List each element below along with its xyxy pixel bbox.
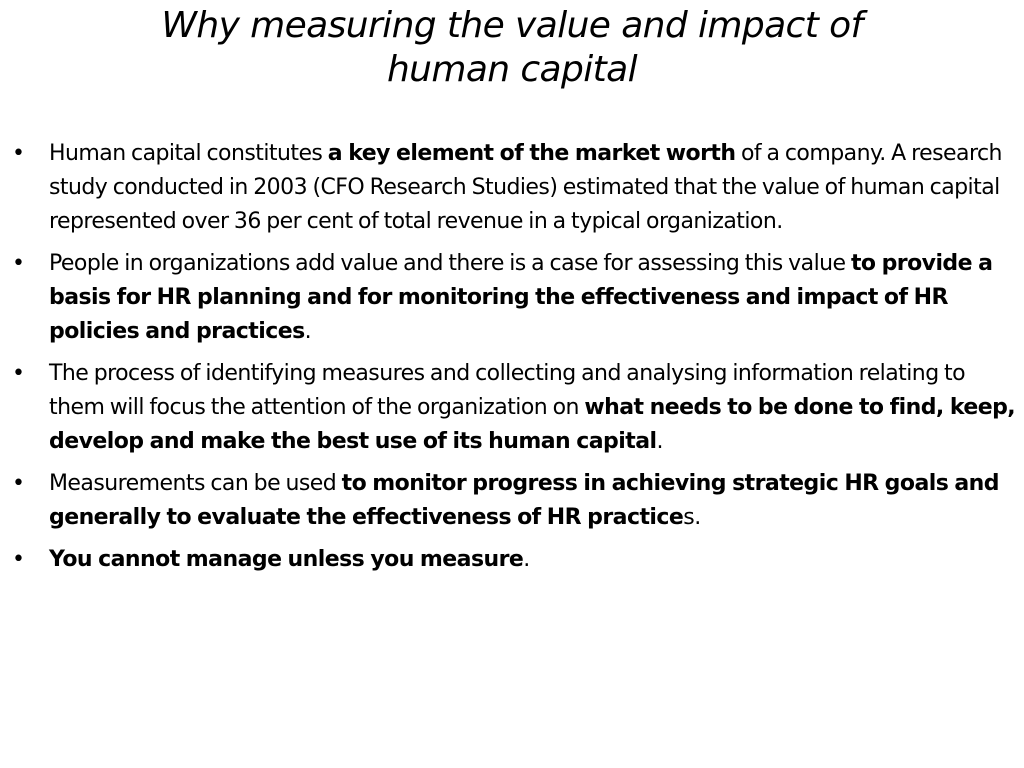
bullet-text: Human capital constitutes — [49, 141, 328, 166]
bullet-text: . — [304, 319, 312, 344]
slide-title-line-2: human capital — [386, 49, 638, 90]
bullet-text: s. — [683, 505, 701, 530]
bullet-item-1 — [8, 137, 1020, 239]
bullet-text: of a company. A research study conducted in 2003 (CFO Research Studies) estimated that the value of human capital represented over 36 per cent of total revenue in a typical organization. — [49, 141, 1002, 234]
bullet-item-5 — [8, 543, 1020, 577]
bullet-dot-icon: • — [12, 251, 25, 276]
bullet-dot-icon: • — [12, 361, 25, 386]
bullet-dot-icon: • — [12, 471, 25, 496]
bullet-text: People in organizations add value and there is a case for assessing this value — [49, 251, 851, 276]
slide-title — [30, 4, 994, 92]
bullet-bold-text: to provide a basis for HR planning and for monitoring the effectiveness and impact of HR policies and practices — [49, 251, 993, 344]
bullet-bold-text: a key element of the market worth — [327, 141, 736, 166]
bullet-bold-text: to monitor progress in achieving strategic HR goals and generally to evaluate the effectiveness of HR practice — [49, 471, 999, 530]
bullet-bold-text: what needs to be done to find, keep, develop and make the best use of its human capital — [49, 395, 1016, 454]
bullet-text: The process of identifying measures and collecting and analysing information relating to them will focus the attention of the organization on — [49, 361, 966, 420]
bullet-item-4 — [8, 467, 1020, 535]
bullet-dot-icon: • — [12, 547, 25, 572]
bullet-dot-icon: • — [12, 141, 25, 166]
bullet-text: . — [523, 547, 530, 572]
slide-title-line-1: Why measuring the value and impact of — [161, 5, 863, 46]
bullet-list — [8, 137, 1020, 585]
bullet-text: Measurements can be used — [49, 471, 342, 496]
bullet-item-2 — [8, 247, 1020, 349]
bullet-bold-text: You cannot manage unless you measure — [49, 547, 524, 572]
bullet-item-3 — [8, 357, 1020, 459]
bullet-text: . — [656, 429, 663, 454]
